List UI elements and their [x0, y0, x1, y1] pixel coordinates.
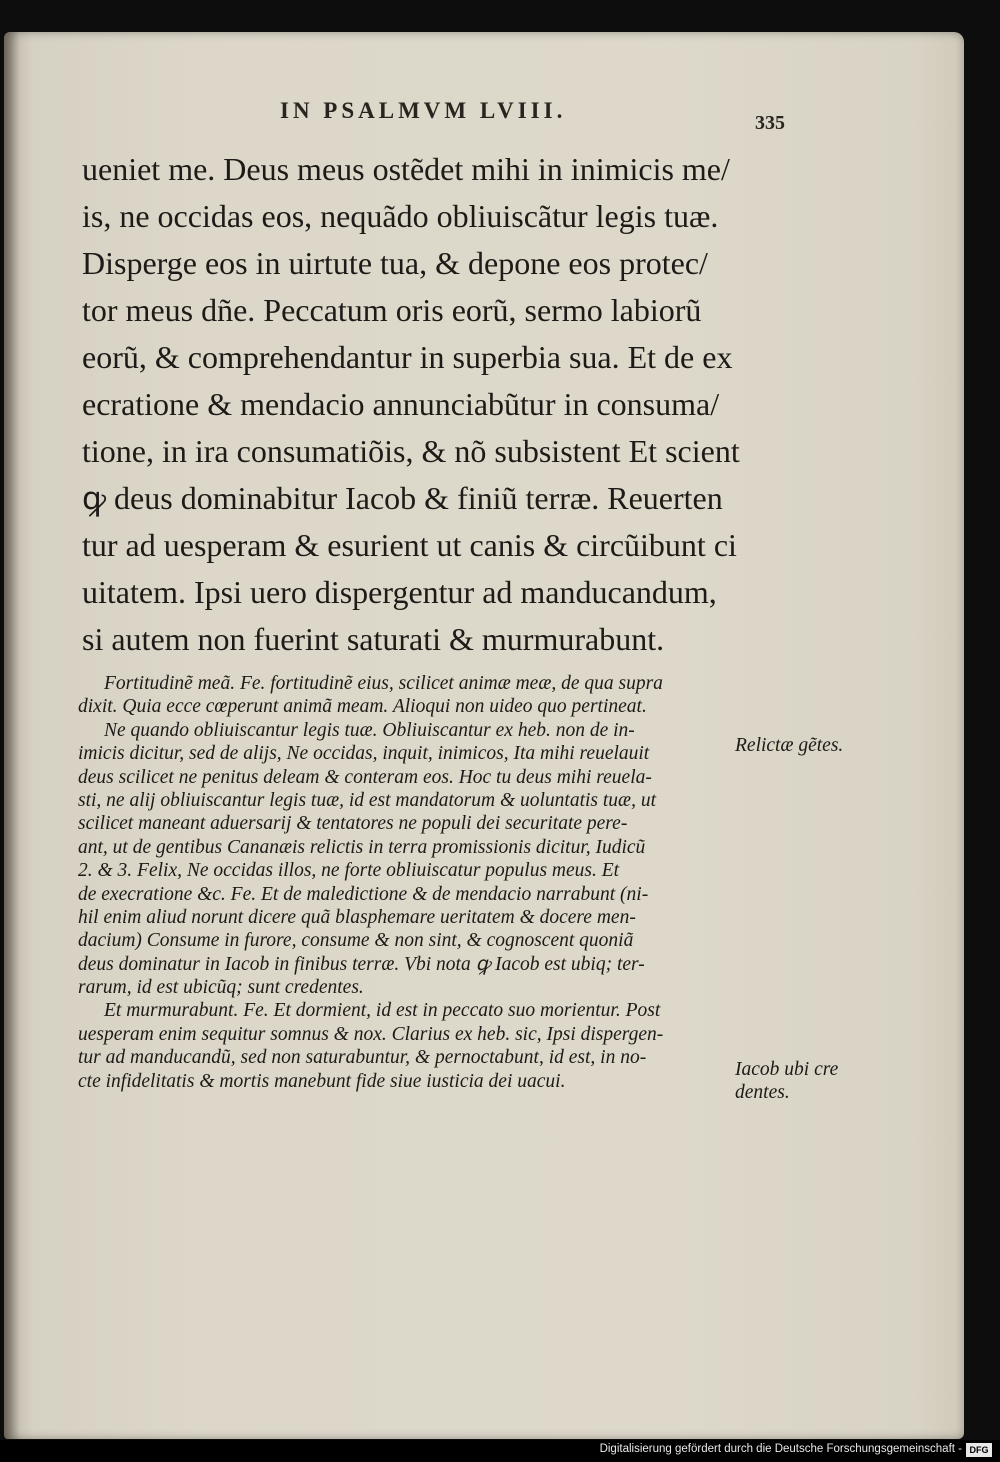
commentary-line: ant, ut de gentibus Cananæis relictis in terra promissionis dicitur, Iudicũ — [78, 836, 646, 858]
page-number: 335 — [755, 112, 785, 134]
dfg-logo-icon: DFG — [966, 1443, 992, 1457]
commentary-line: deus dominatur in Iacob in finibus terræ. Vbi nota ꝙ Iacob est ubiq; ter- — [78, 953, 645, 975]
commentary-line: uesperam enim sequitur somnus & nox. Clarius ex heb. sic, Ipsi dispergen- — [78, 1023, 664, 1045]
commentary-line: Fortitudinẽ meã. Fe. fortitudinẽ eius, scilicet animæ meæ, de qua supra — [104, 673, 663, 694]
commentary-block — [78, 672, 738, 1093]
psalm-text-block — [82, 146, 742, 663]
margin-note-line: dentes. — [735, 1082, 790, 1103]
margin-note-relictae: Relictæ gẽtes. — [735, 735, 844, 756]
commentary-line: dacium) Consume in furore, consume & non sint, & cognoscent quoniã — [78, 930, 634, 952]
psalm-line: ueniet me. Deus meus ostẽdet mihi in inimicis me/ — [82, 151, 730, 187]
commentary-line: cte infidelitatis & mortis manebunt fide siue iusticia dei uacui. — [78, 1070, 566, 1092]
psalm-line: ecratione & mendacio annunciabũtur in consuma/ — [82, 386, 720, 422]
commentary-line: sti, ne alij obliuiscantur legis tuæ, id est mandatorum & uoluntatis tuæ, ut — [78, 789, 656, 811]
commentary-line: tur ad manducandũ, sed non saturabuntur, & pernoctabunt, id est, in no- — [78, 1047, 647, 1069]
psalm-line: is, ne occidas eos, nequãdo obliuiscãtur legis tuæ. — [82, 198, 719, 234]
commentary-line: imicis dicitur, sed de alijs, Ne occidas, inquit, inimicos, Ita mihi reuelauit — [78, 743, 650, 765]
psalm-line: eorũ, & comprehendantur in superbia sua. Et de ex — [82, 339, 733, 375]
psalm-line: si autem non fuerint saturati & murmurabunt. — [82, 621, 665, 657]
psalm-line: ꝙ deus dominabitur Iacob & finiũ terræ. Reuerten — [82, 480, 723, 516]
commentary-line: scilicet maneant aduersarij & tentatores ne populi dei securitate pere- — [78, 813, 628, 835]
psalm-line: uitatem. Ipsi uero dispergentur ad manducandum, — [82, 574, 717, 610]
commentary-line: rarum, id est ubicũq; sunt credentes. — [78, 977, 364, 999]
commentary-line: Ne quando obliuiscantur legis tuæ. Obliuiscantur ex heb. non de in- — [104, 719, 635, 741]
commentary-line: 2. & 3. Felix, Ne occidas illos, ne forte obliuiscatur populus meus. Et — [78, 860, 620, 882]
psalm-line: tor meus dñe. Peccatum oris eorũ, sermo labiorũ — [82, 292, 702, 328]
margin-note-iacob — [735, 1058, 838, 1104]
commentary-line: de execratione &c. Fe. Et de maledictione & de mendacio narrabunt (ni- — [78, 883, 649, 905]
footer-funding-text: Digitalisierung gefördert durch die Deutsche Forschungsgemeinschaft - — [599, 1443, 962, 1455]
psalm-line: Disperge eos in uirtute tua, & depone eos protec/ — [82, 245, 708, 281]
running-header: IN PSALMVM LVIII. — [280, 98, 567, 123]
commentary-line: hil enim aliud norunt dicere quã blasphemare ueritatem & docere men- — [78, 906, 636, 928]
margin-note-line: Iacob ubi cre — [735, 1059, 839, 1080]
psalm-line: tur ad uesperam & esurient ut canis & circũibunt ci — [82, 527, 737, 563]
psalm-line: tione, in ira consumatiõis, & nõ subsistent Et scient — [82, 433, 740, 469]
commentary-line: deus scilicet ne penitus deleam & conteram eos. Hoc tu deus mihi reuela- — [78, 766, 652, 788]
commentary-line: Et murmurabunt. Fe. Et dormient, id est in peccato suo morientur. Post — [104, 1000, 661, 1022]
commentary-line: dixit. Quia ecce cœperunt animã meam. Alioqui non uideo quo pertineat. — [78, 696, 647, 718]
footer-bar — [0, 1440, 1000, 1462]
